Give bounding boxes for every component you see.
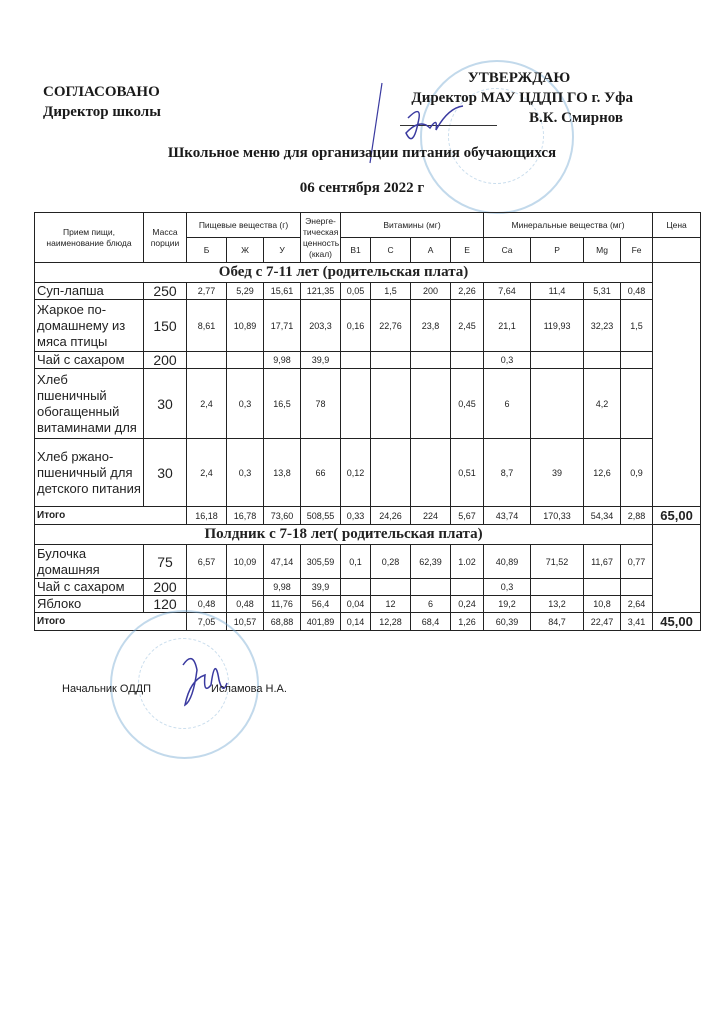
cell-u: 47,14 (264, 545, 301, 579)
cell-b1 (341, 369, 371, 439)
cell-a: 23,8 (411, 300, 451, 352)
header-price: Цена (653, 213, 701, 238)
header-zh: Ж (227, 238, 264, 263)
cell-ca: 21,1 (484, 300, 531, 352)
cell-b: 2,77 (187, 283, 227, 300)
total-row (35, 507, 701, 525)
cell-a (411, 352, 451, 369)
cell-b1: 0,16 (341, 300, 371, 352)
cell-mg: 5,31 (584, 283, 621, 300)
cell-zh: 0,3 (227, 369, 264, 439)
dish-name: Булочка домашняя (35, 545, 144, 579)
header-fe: Fe (621, 238, 653, 263)
dish-mass: 150 (144, 300, 187, 352)
dish-name: Суп-лапша (35, 283, 144, 300)
total-energy: 508,55 (301, 507, 341, 525)
cell-e: 0,45 (451, 369, 484, 439)
cell-fe (621, 369, 653, 439)
cell-e: 0,51 (451, 439, 484, 507)
section-title-lunch: Обед с 7-11 лет (родительская плата) (35, 263, 653, 283)
approval-left-label: СОГЛАСОВАНО (43, 84, 160, 100)
footer-signature (62, 683, 287, 695)
dish-mass: 250 (144, 283, 187, 300)
dish-name: Чай с сахаром (35, 579, 144, 596)
cell-p (531, 369, 584, 439)
cell-fe: 2,64 (621, 596, 653, 613)
cell-zh: 10,09 (227, 545, 264, 579)
cell-zh (227, 579, 264, 596)
cell-p: 71,52 (531, 545, 584, 579)
total-label: Итого (35, 613, 187, 631)
cell-ca: 19,2 (484, 596, 531, 613)
total-p: 84,7 (531, 613, 584, 631)
cell-fe: 0,48 (621, 283, 653, 300)
cell-b: 8,61 (187, 300, 227, 352)
approval-right-label: УТВЕРЖДАЮ (467, 70, 571, 86)
cell-a: 200 (411, 283, 451, 300)
table-row (35, 596, 701, 613)
total-p: 170,33 (531, 507, 584, 525)
cell-b1: 0,04 (341, 596, 371, 613)
cell-b: 2,4 (187, 369, 227, 439)
cell-c (371, 439, 411, 507)
total-e: 5,67 (451, 507, 484, 525)
dish-name: Хлеб ржано-пшеничный для детского питания (35, 439, 144, 507)
table-row (35, 439, 701, 507)
price-cell-empty (653, 525, 701, 613)
cell-b: 6,57 (187, 545, 227, 579)
total-c: 12,28 (371, 613, 411, 631)
cell-energy: 39,9 (301, 352, 341, 369)
header-nutrients: Пищевые вещества (г) (187, 213, 301, 238)
total-e: 1,26 (451, 613, 484, 631)
cell-ca: 7,64 (484, 283, 531, 300)
cell-ca: 0,3 (484, 352, 531, 369)
cell-e (451, 579, 484, 596)
total-ca: 43,74 (484, 507, 531, 525)
cell-u: 9,98 (264, 352, 301, 369)
cell-zh: 10,89 (227, 300, 264, 352)
header-energy: Энерге-тическая ценность (ккал) (301, 213, 341, 263)
header-mass: Масса порции (144, 213, 187, 263)
cell-mg: 10,8 (584, 596, 621, 613)
total-b1: 0,14 (341, 613, 371, 631)
cell-p: 13,2 (531, 596, 584, 613)
total-c: 24,26 (371, 507, 411, 525)
section-title-snack: Полдник с 7-18 лет( родительская плата) (35, 525, 653, 545)
cell-ca: 8,7 (484, 439, 531, 507)
cell-e: 1.02 (451, 545, 484, 579)
footer-name: Исламова Н.А. (211, 683, 287, 695)
dish-mass: 120 (144, 596, 187, 613)
cell-b1: 0,1 (341, 545, 371, 579)
footer-position: Начальник ОДДП (62, 683, 152, 695)
total-label: Итого (35, 507, 187, 525)
cell-zh: 0,48 (227, 596, 264, 613)
cell-p: 11,4 (531, 283, 584, 300)
cell-b1 (341, 579, 371, 596)
cell-c: 0,28 (371, 545, 411, 579)
approval-left-position: Директор школы (43, 104, 161, 120)
total-energy: 401,89 (301, 613, 341, 631)
dish-mass: 30 (144, 439, 187, 507)
header-u: У (264, 238, 301, 263)
table-row (35, 300, 701, 352)
total-ca: 60,39 (484, 613, 531, 631)
cell-p (531, 579, 584, 596)
total-b: 16,18 (187, 507, 227, 525)
cell-energy: 56,4 (301, 596, 341, 613)
cell-energy: 78 (301, 369, 341, 439)
cell-c (371, 369, 411, 439)
total-price: 45,00 (653, 613, 701, 631)
table-row (35, 369, 701, 439)
total-u: 68,88 (264, 613, 301, 631)
price-cell-empty (653, 263, 701, 507)
table-row (35, 283, 701, 300)
cell-fe: 0,77 (621, 545, 653, 579)
cell-e (451, 352, 484, 369)
cell-p: 39 (531, 439, 584, 507)
cell-b (187, 352, 227, 369)
signature-bottom-icon (175, 645, 235, 715)
header-c: C (371, 238, 411, 263)
cell-a (411, 579, 451, 596)
cell-mg (584, 352, 621, 369)
cell-b1: 0,12 (341, 439, 371, 507)
cell-c: 1,5 (371, 283, 411, 300)
cell-b: 0,48 (187, 596, 227, 613)
total-zh: 16,78 (227, 507, 264, 525)
cell-zh (227, 352, 264, 369)
total-u: 73,60 (264, 507, 301, 525)
header-a: A (411, 238, 451, 263)
header-vitamins: Витамины (мг) (341, 213, 484, 238)
header-price-empty (653, 238, 701, 263)
dish-name: Чай с сахаром (35, 352, 144, 369)
cell-e: 2,45 (451, 300, 484, 352)
cell-c: 12 (371, 596, 411, 613)
cell-e: 0,24 (451, 596, 484, 613)
cell-u: 15,61 (264, 283, 301, 300)
total-b: 7,05 (187, 613, 227, 631)
total-a: 68,4 (411, 613, 451, 631)
header-b1: B1 (341, 238, 371, 263)
cell-mg: 12,6 (584, 439, 621, 507)
table-row (35, 579, 701, 596)
cell-fe: 0,9 (621, 439, 653, 507)
cell-p (531, 352, 584, 369)
dish-mass: 75 (144, 545, 187, 579)
total-fe: 2,88 (621, 507, 653, 525)
cell-b1 (341, 352, 371, 369)
cell-a (411, 439, 451, 507)
cell-energy: 305,59 (301, 545, 341, 579)
header-e: E (451, 238, 484, 263)
cell-energy: 203,3 (301, 300, 341, 352)
dish-mass: 200 (144, 579, 187, 596)
header-p: P (531, 238, 584, 263)
cell-u: 16,5 (264, 369, 301, 439)
header-ca: Ca (484, 238, 531, 263)
cell-e: 2,26 (451, 283, 484, 300)
total-zh: 10,57 (227, 613, 264, 631)
cell-fe (621, 352, 653, 369)
cell-energy: 66 (301, 439, 341, 507)
cell-a (411, 369, 451, 439)
table-row (35, 545, 701, 579)
cell-p: 119,93 (531, 300, 584, 352)
table-row (35, 352, 701, 369)
approval-right-name: В.К. Смирнов (528, 110, 623, 126)
cell-mg (584, 579, 621, 596)
cell-zh: 5,29 (227, 283, 264, 300)
cell-fe (621, 579, 653, 596)
cell-ca: 6 (484, 369, 531, 439)
cell-u: 9,98 (264, 579, 301, 596)
total-mg: 54,34 (584, 507, 621, 525)
cell-b: 2,4 (187, 439, 227, 507)
document-date: 06 сентября 2022 г (299, 180, 425, 196)
cell-energy: 39,9 (301, 579, 341, 596)
header-minerals: Минеральные вещества (мг) (484, 213, 653, 238)
cell-u: 13,8 (264, 439, 301, 507)
cell-b (187, 579, 227, 596)
total-price: 65,00 (653, 507, 701, 525)
cell-c: 22,76 (371, 300, 411, 352)
cell-zh: 0,3 (227, 439, 264, 507)
total-fe: 3,41 (621, 613, 653, 631)
approval-left (43, 82, 161, 122)
cell-a: 62,39 (411, 545, 451, 579)
cell-mg: 11,67 (584, 545, 621, 579)
cell-mg: 4,2 (584, 369, 621, 439)
cell-ca: 0,3 (484, 579, 531, 596)
cell-a: 6 (411, 596, 451, 613)
total-mg: 22,47 (584, 613, 621, 631)
dish-mass: 200 (144, 352, 187, 369)
cell-c (371, 352, 411, 369)
dish-mass: 30 (144, 369, 187, 439)
cell-c (371, 579, 411, 596)
dish-name: Яблоко (35, 596, 144, 613)
header-b: Б (187, 238, 227, 263)
approval-right-position: Директор МАУ ЦДДП ГО г. Уфа (411, 90, 633, 106)
dish-name: Хлеб пшеничный обогащенный витаминами для (35, 369, 144, 439)
cell-energy: 121,35 (301, 283, 341, 300)
menu-table (34, 212, 701, 631)
cell-fe: 1,5 (621, 300, 653, 352)
cell-mg: 32,23 (584, 300, 621, 352)
header-mg: Mg (584, 238, 621, 263)
dish-name: Жаркое по-домашнему из мяса птицы (35, 300, 144, 352)
cell-u: 17,71 (264, 300, 301, 352)
cell-b1: 0,05 (341, 283, 371, 300)
total-b1: 0,33 (341, 507, 371, 525)
cell-ca: 40,89 (484, 545, 531, 579)
document-title: Школьное меню для организации питания обучающихся (167, 145, 557, 161)
header-meal: Прием пищи, наименование блюда (35, 213, 144, 263)
total-a: 224 (411, 507, 451, 525)
cell-u: 11,76 (264, 596, 301, 613)
